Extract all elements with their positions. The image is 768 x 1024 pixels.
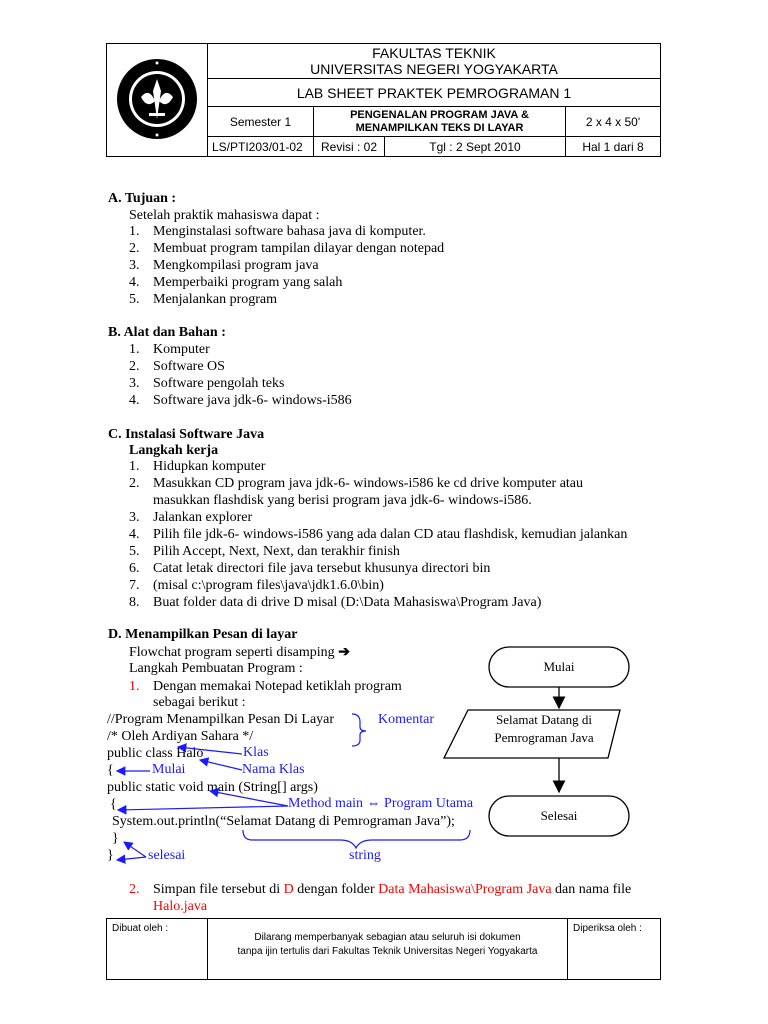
flowchart-io-label-2: Pemrograman Java [494,730,594,745]
flowchart-io-label-1: Selamat Datang di [495,712,593,727]
lab-sheet-title: LAB SHEET PRAKTEK PEMROGRAMAN 1 [208,79,661,107]
section-a-item-text: Mengkompilasi program java [153,258,319,273]
section-c-item-text: Pilih file jdk-6- windows-i586 yang ada dalan CD atau flashdisk, kemudian jalankan [153,527,628,542]
section-b-title: B. Alat dan Bahan : [108,325,226,340]
footer-table [106,918,661,980]
code-line: { [107,763,114,778]
section-b-item-number: 2. [129,359,140,374]
section-c-item-number: 2. [129,476,140,491]
section-a-title: A. Tujuan : [108,191,177,206]
section-a-item-number: 3. [129,258,140,273]
section-a-item-number: 5. [129,292,140,307]
section-c-item-text: Pilih Accept, Next, Next, dan terakhir finish [153,544,400,559]
step-1-text: Dengan memakai Notepad ketiklah program [153,679,402,694]
section-a-item-number: 2. [129,241,140,256]
flowchart-start-label: Mulai [543,659,575,674]
section-a-item-text: Menginstalasi software bahasa java di komputer. [153,224,426,239]
section-c-title: C. Instalasi Software Java [108,427,265,442]
section-b-item-number: 3. [129,376,140,391]
annotation-selesai: selesai [148,848,186,863]
code-line: /* Oleh Ardiyan Sahara */ [107,729,254,744]
section-a-item-text: Membuat program tampilan dilayar dengan notepad [153,241,445,256]
section-c-item-number: 7. [129,578,140,593]
notice-cell [208,919,568,980]
step-1-text-cont: sebagai berikut : [153,695,246,710]
section-a-item-number: 1. [129,224,140,239]
code-line: //Program Menampilkan Pesan Di Layar [107,712,335,727]
code-line: public class Halo [107,746,204,761]
section-a-intro: Setelah praktik mahasiswa dapat : [129,208,320,223]
arrow-right-icon: ➔ [338,645,350,660]
annotation-method: Method main ⇔ Program Utama [288,796,474,811]
section-b-item-text: Software OS [153,359,225,374]
topic-line-1: PENGENALAN PROGRAM JAVA & [350,108,529,121]
annotation-klas: Klas [243,745,269,760]
step-2-text [153,882,631,898]
page-number: Hal 1 dari 8 [566,137,661,157]
doc-code: LS/PTI203/01-02 [208,137,314,157]
faculty-name: FAKULTAS TEKNIK [372,45,496,61]
flowchart-line-text: Flowchat program seperti disamping [129,645,335,660]
duration-cell: 2 x 4 x 50' [566,107,661,137]
section-c-item-text: Hidupkan komputer [153,459,266,474]
step-2-folder: Data Mahasiswa\Program Java [378,882,552,897]
notice-line-1: Dilarang memperbanyak sebagian atau seluruh isi dokumen [254,932,521,943]
code-line: public static void main (String[] args) [107,780,318,795]
section-c-item-number: 8. [129,595,140,610]
step-2-part: dan nama file [551,882,632,897]
notice-line-2: tanpa ijin tertulis dari Fakultas Teknik Universitas Negeri Yogyakarta [237,946,538,957]
section-c-item-text: (misal c:\program files\java\jdk1.6.0\bin) [153,578,384,593]
step-2-part: dengan folder [293,882,379,897]
flowchart-end-label: Selesai [540,808,578,823]
annotation-nama-klas: Nama Klas [242,762,305,777]
brace-icon [352,714,366,746]
topic-line-2: MENAMPILKAN TEKS DI LAYAR [355,121,524,134]
step-2-number: 2. [129,882,140,897]
section-c-subtitle: Langkah kerja [129,443,219,458]
annotation-komentar: Komentar [378,712,434,727]
section-c-item-text: Buat folder data di drive D misal (D:\Data Mahasiswa\Program Java) [153,595,542,610]
section-c-item-text: masukkan flashdisk yang berisi program java jdk-6- windows-i586. [153,493,532,508]
section-c-item-number: 4. [129,527,140,542]
semester-cell: Semester 1 [208,107,314,137]
section-c-item-text: Jalankan explorer [153,510,253,525]
section-d-title: D. Menampilkan Pesan di layar [108,627,298,642]
step-2-drive: D [283,882,294,897]
made-by-cell: Dibuat oleh : [107,919,208,980]
section-a-item-number: 4. [129,275,140,290]
annotation-mulai: Mulai [152,762,186,777]
section-a-item-text: Memperbaiki program yang salah [153,275,343,290]
section-b-item-number: 1. [129,342,140,357]
section-b-item-number: 4. [129,393,140,408]
section-b-item-text: Software pengolah teks [153,376,285,391]
section-c-item-text: Masukkan CD program java jdk-6- windows-i586 ke cd drive komputer atau [153,476,584,491]
section-b-item-text: Software java jdk-6- windows-i586 [153,393,352,408]
section-c-item-text: Catat letak directori file java tersebut khusunya directori bin [153,561,491,576]
section-a-item-text: Menjalankan program [153,292,278,307]
step-2-filename: Halo.java [153,899,208,914]
university-name: UNIVERSITAS NEGERI YOGYAKARTA [310,61,558,77]
brace-icon [243,830,470,848]
revision: Revisi : 02 [314,137,385,157]
section-c-item-number: 3. [129,510,140,525]
code-line: } [112,831,119,846]
section-c-item-number: 6. [129,561,140,576]
section-c-item-number: 1. [129,459,140,474]
steps-title: Langkah Pembuatan Program : [129,661,303,676]
code-line: { [110,797,117,812]
section-b-item-text: Komputer [153,342,210,357]
step-2-part: Simpan file tersebut di [153,882,284,897]
section-c-item-number: 5. [129,544,140,559]
code-line: } [107,848,114,863]
doc-date: Tgl : 2 Sept 2010 [385,137,566,157]
step-1-number: 1. [129,679,140,694]
annotation-string: string [349,848,381,863]
checked-by-cell: Diperiksa oleh : [568,919,661,980]
code-line: System.out.println(“Selamat Datang di Pemrograman Java”); [112,814,455,829]
